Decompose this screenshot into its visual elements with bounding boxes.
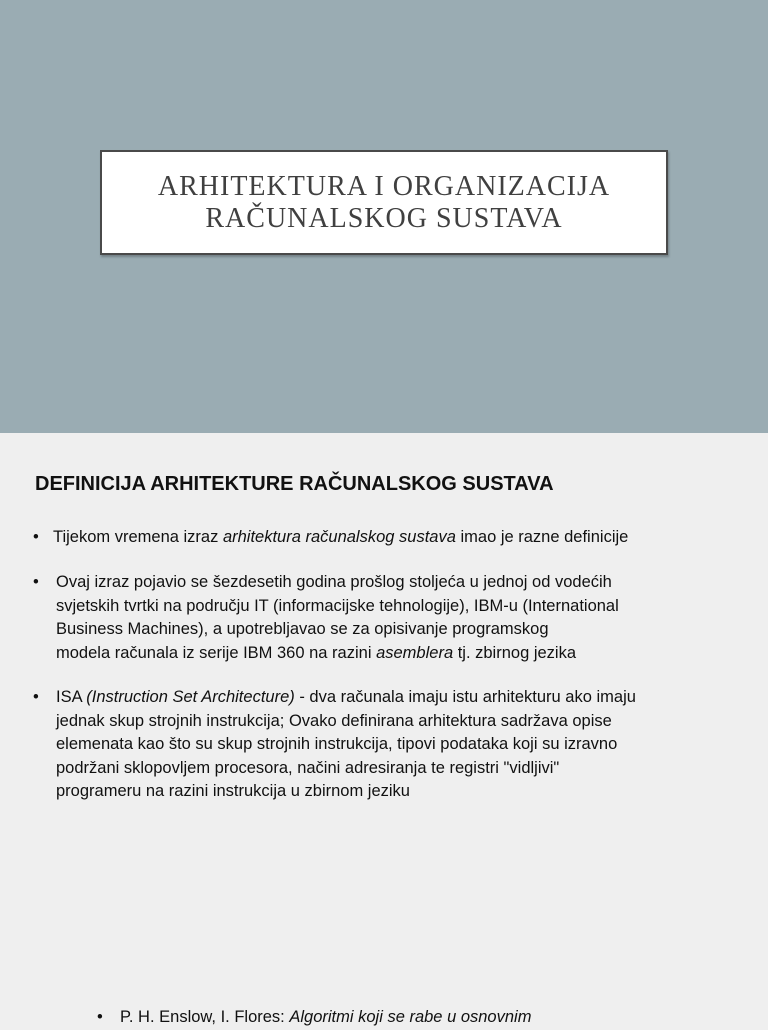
bullet-dot: •: [33, 688, 39, 706]
title-line-1: ARHITEKTURA I ORGANIZACIJA: [157, 170, 611, 202]
title-box: [100, 150, 668, 255]
bullet-text: Ovaj izraz pojavio se šezdesetih godina prošlog stoljeća u jednoj od vodećih svjetskih tvrtki na području IT (informacijske tehnologije), IBM-u (International Business Machines), a upotrebljavao se za opisivanje programskog modela računala iz serije IBM 360 na razini asemblera tj. zbirnog jezika: [56, 573, 619, 662]
bullet-dot: •: [97, 1008, 103, 1026]
bullet-text: P. H. Enslow, I. Flores: Algoritmi koji se rabe u osnovnim: [120, 1008, 532, 1026]
bullet-text: Tijekom vremena izraz arhitektura računalskog sustava imao je razne definicije: [53, 528, 629, 546]
bullet-dot: •: [33, 573, 39, 591]
content-slide: [0, 433, 768, 1024]
slide-heading: DEFINICIJA ARHITEKTURE RAČUNALSKOG SUSTAVA: [35, 473, 554, 495]
title-line-2: RAČUNALSKOG SUSTAVA: [205, 202, 563, 234]
bullet-dot: •: [33, 528, 39, 546]
title-slide: [0, 0, 768, 433]
bullet-text: ISA (Instruction Set Architecture) - dva računala imaju istu arhitekturu ako imaju jednak skup strojnih instrukcija; Ovako definirana arhitektura sadržava opise elemenata kao što su skup strojnih instrukcija, tipovi podataka koji su izravno podržani sklopovljem procesora, načini adresiranja te registri "vidljivi" programeru na razini instrukcija u zbirnom jeziku: [56, 688, 636, 800]
